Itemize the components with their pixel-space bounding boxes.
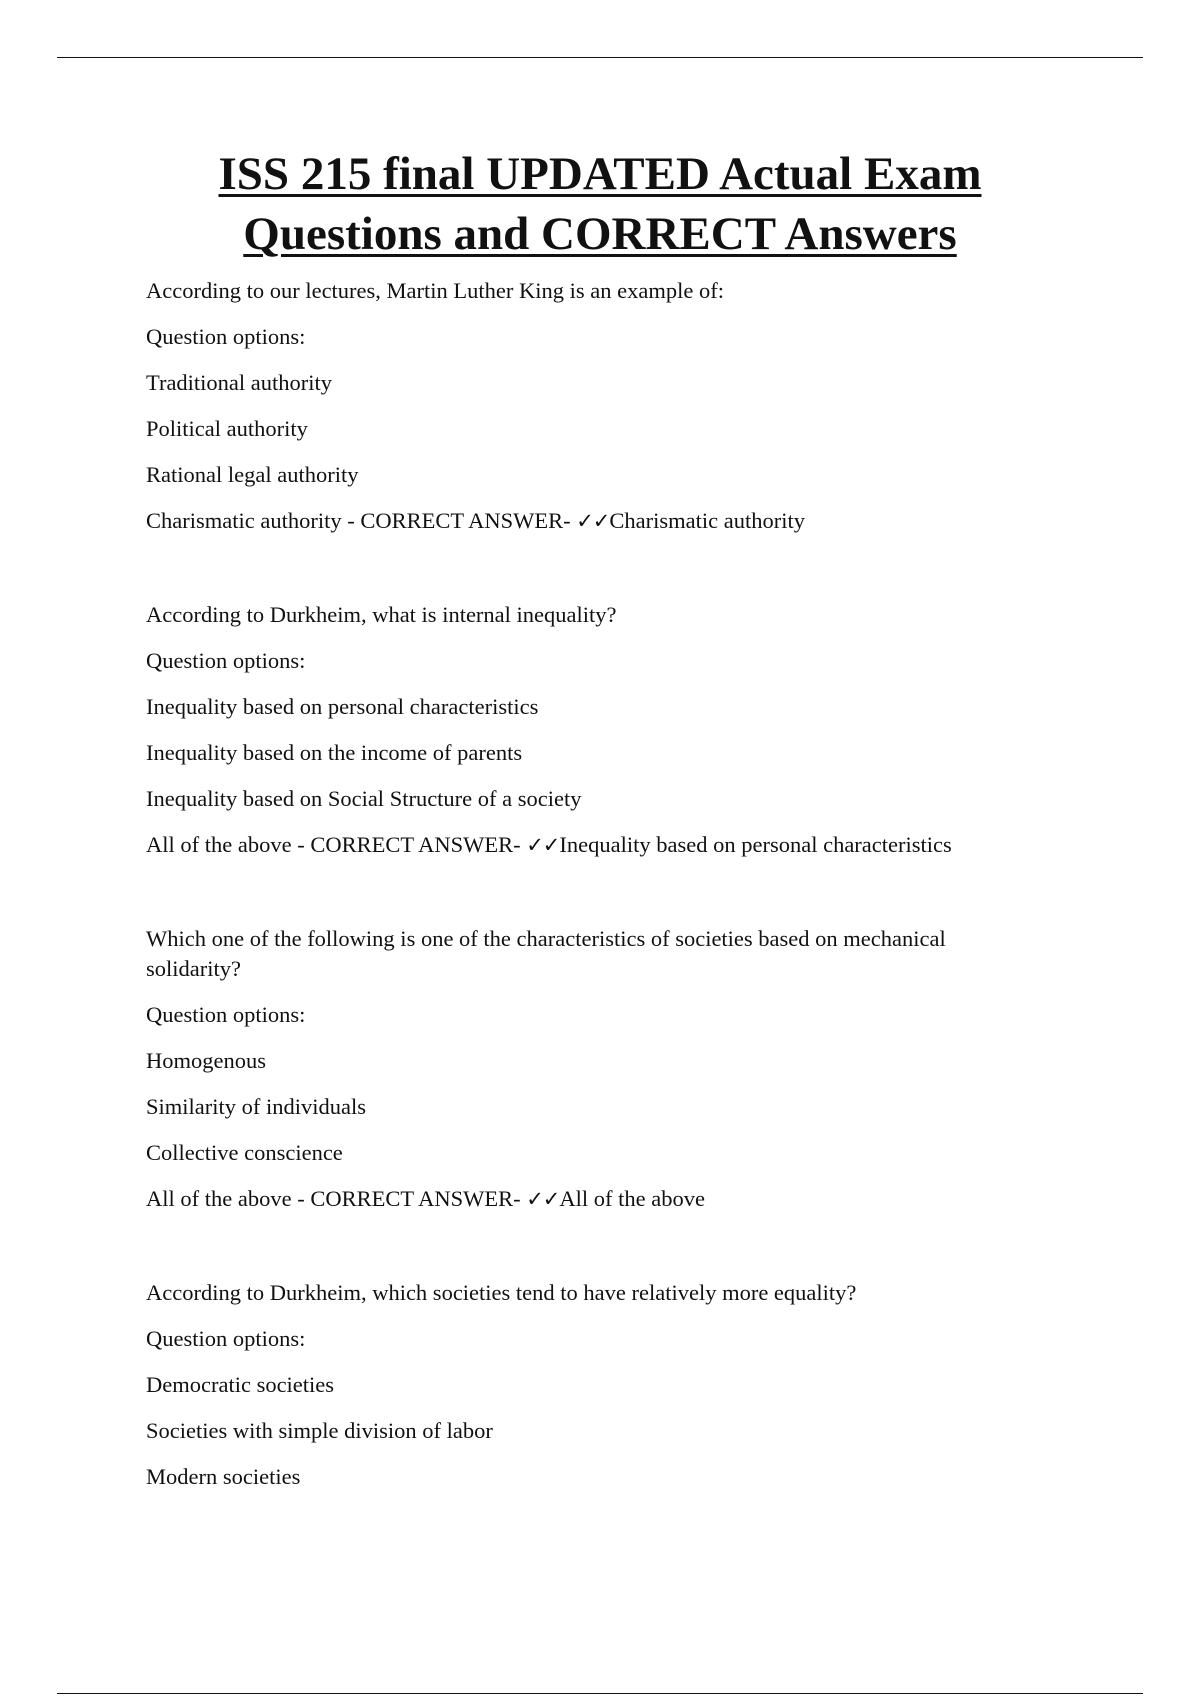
- question-text: According to Durkheim, which societies tend to have relatively more equality?: [146, 1280, 857, 1305]
- top-rule: [57, 57, 1143, 58]
- options-label: Question options:: [146, 1326, 306, 1351]
- question-block-4: [146, 1278, 1046, 1492]
- question-text: According to our lectures, Martin Luther King is an example of:: [146, 278, 724, 303]
- correct-answer: All of the above: [559, 1186, 705, 1211]
- option: Democratic societies: [146, 1372, 335, 1397]
- option: Similarity of individuals: [146, 1094, 366, 1119]
- title-line-2: Questions and CORRECT Answers: [243, 208, 957, 260]
- option: Collective conscience: [146, 1140, 343, 1165]
- correct-answer: Charismatic authority: [609, 508, 805, 533]
- last-option: Charismatic authority: [146, 508, 342, 533]
- correct-answer-label: - CORRECT ANSWER-: [291, 832, 527, 857]
- question-block-1: [146, 276, 1046, 536]
- title-line-1: ISS 215 final UPDATED Actual Exam: [218, 148, 982, 200]
- option: Political authority: [146, 416, 308, 441]
- check-marks-icon: ✓✓: [526, 833, 560, 857]
- option: Inequality based on the income of parents: [146, 740, 523, 765]
- answer-line: [146, 1184, 1046, 1214]
- option: Societies with simple division of labor: [146, 1418, 493, 1443]
- correct-answer-label: - CORRECT ANSWER-: [341, 508, 577, 533]
- option: Inequality based on personal characteristics: [146, 694, 539, 719]
- last-option: All of the above: [146, 1186, 292, 1211]
- check-marks-icon: ✓✓: [576, 509, 610, 533]
- answer-line: [146, 506, 1046, 536]
- bottom-rule: [57, 1693, 1143, 1694]
- option: Traditional authority: [146, 370, 333, 395]
- option: Rational legal authority: [146, 462, 359, 487]
- last-option: All of the above: [146, 832, 292, 857]
- option: Modern societies: [146, 1464, 301, 1489]
- check-marks-icon: ✓✓: [526, 1187, 560, 1211]
- options-label: Question options:: [146, 1002, 306, 1027]
- answer-line: [146, 830, 1046, 860]
- question-text: According to Durkheim, what is internal inequality?: [146, 602, 617, 627]
- correct-answer: Inequality based on personal characteristics: [559, 832, 952, 857]
- correct-answer-label: - CORRECT ANSWER-: [291, 1186, 527, 1211]
- options-label: Question options:: [146, 324, 306, 349]
- question-block-2: [146, 600, 1046, 860]
- question-text: Which one of the following is one of the characteristics of societies based on mechanical solidarity?: [146, 926, 946, 981]
- option: Inequality based on Social Structure of a society: [146, 786, 582, 811]
- options-label: Question options:: [146, 648, 306, 673]
- question-block-3: [146, 924, 1046, 1214]
- document-title: [0, 144, 1200, 264]
- option: Homogenous: [146, 1048, 266, 1073]
- question-list: [146, 276, 1046, 1508]
